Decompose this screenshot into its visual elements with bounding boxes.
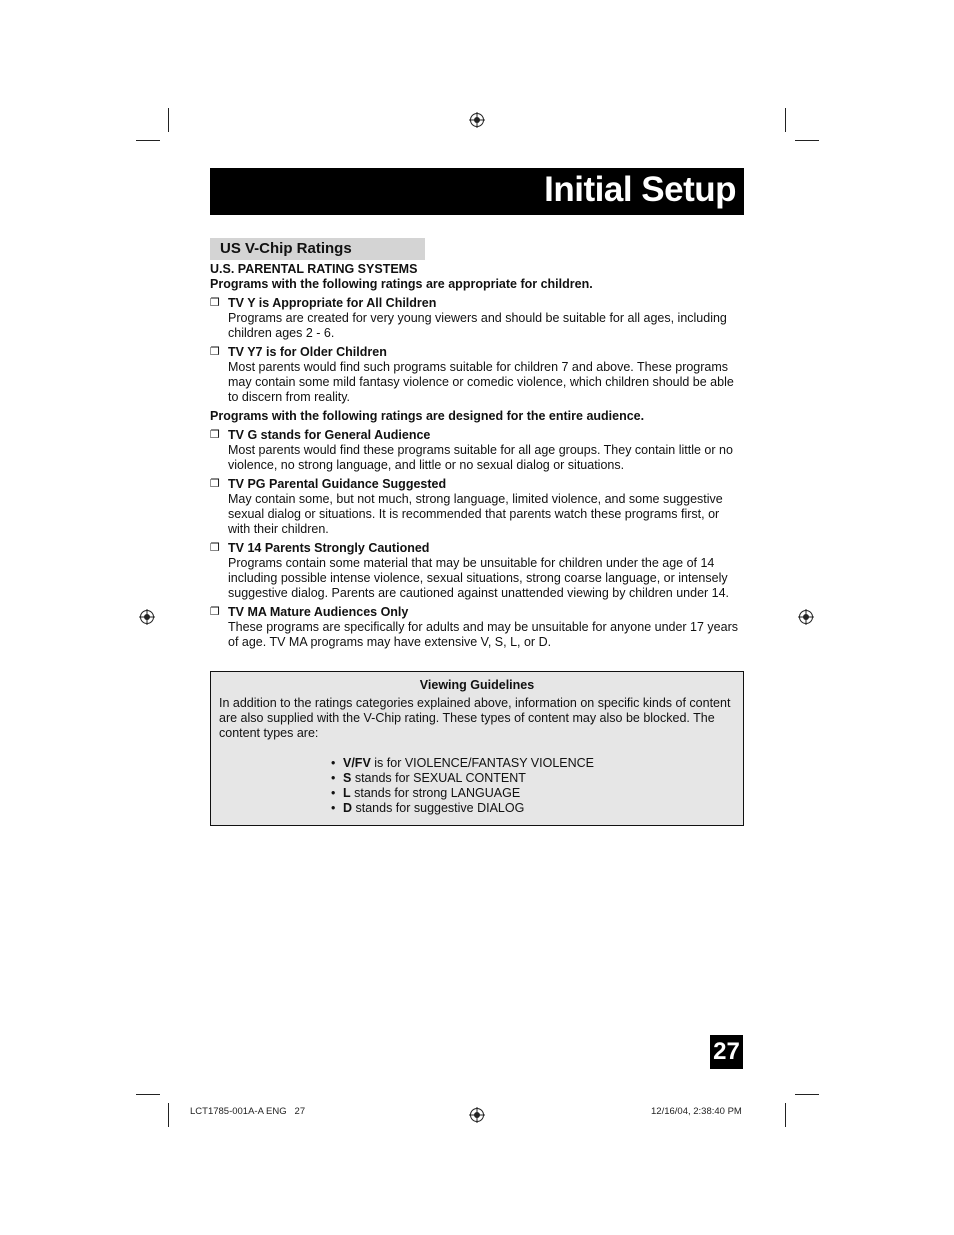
registration-mark-icon [469,1107,485,1123]
crop-mark [785,108,786,132]
rating-item-tv-14 [210,541,744,601]
content-code: L [343,786,351,800]
rating-description: Most parents would find such programs suitable for children 7 and above. These programs may contain some mild fantasy violence or comedic violence, which children should be able to discern from reality. [228,360,734,404]
viewing-guidelines-box [210,671,744,826]
rating-item-tv-y7 [210,345,744,405]
rating-description: These programs are specifically for adults and may be unsuitable for anyone under 17 years of age. TV MA programs may have extensive V, S, L, or D. [228,620,739,649]
crop-mark [136,1094,160,1095]
registration-mark-icon [469,112,485,128]
page-number: 27 [710,1035,743,1069]
content-desc: is for VIOLENCE/FANTASY VIOLENCE [370,756,595,770]
rating-content [210,262,744,650]
crop-mark [785,1103,786,1127]
content-desc: stands for strong LANGUAGE [350,786,521,800]
list-item [331,801,735,816]
section-heading: US V-Chip Ratings [210,238,425,260]
guidelines-title: Viewing Guidelines [419,678,535,692]
crop-mark [168,1103,169,1127]
crop-mark [795,1094,819,1095]
rating-item-tv-y [210,296,744,341]
rating-item-tv-g [210,428,744,473]
rating-title: TV Y is Appropriate for All Children [228,296,437,310]
rating-title: TV Y7 is for Older Children [228,345,387,359]
footer-right: 12/16/04, 2:38:40 PM [651,1106,742,1117]
rating-item-tv-ma [210,605,744,650]
checkbox-icon: ❐ [210,542,220,554]
registration-mark-icon [798,609,814,625]
list-item [331,771,735,786]
rating-title: TV MA Mature Audiences Only [228,605,409,619]
list-item [331,756,735,771]
crop-mark [795,140,819,141]
page-title: Initial Setup [544,170,736,209]
rating-title: TV 14 Parents Strongly Cautioned [228,541,430,555]
list-item [331,786,735,801]
rating-description: May contain some, but not much, strong language, limited violence, and some suggestive sexual dialog or situations. It is recommended that parents watch these programs first, or with their children. [228,492,723,536]
content-code: S [343,771,352,785]
checkbox-icon: ❐ [210,297,220,309]
content-code: V/FV [343,756,371,770]
rating-description: Programs contain some material that may be unsuitable for children under the age of 14 including possible intense violence, sexual situations, strong coarse language, or intensely suggestive dialog. Parents are cautioned against unattended viewing by children under 14. [228,556,730,600]
page-title-bar [210,168,744,215]
rating-title: TV PG Parental Guidance Suggested [228,477,447,491]
content-desc: stands for SEXUAL CONTENT [351,771,526,785]
footer-left: LCT1785-001A-A ENG 27 [190,1106,306,1117]
checkbox-icon: ❐ [210,478,220,490]
intro-all: Programs with the following ratings are designed for the entire audience. [210,409,645,423]
crop-mark [168,108,169,132]
registration-mark-icon [139,609,155,625]
checkbox-icon: ❐ [210,429,220,441]
crop-mark [136,140,160,141]
ratings-heading: U.S. PARENTAL RATING SYSTEMS [210,262,418,276]
checkbox-icon: ❐ [210,346,220,358]
rating-description: Programs are created for very young viewers and should be suitable for all ages, including children ages 2 - 6. [228,311,727,340]
guidelines-body: In addition to the ratings categories explained above, information on specific kinds of content are also supplied with the V-Chip rating. These types of content may also be blocked. The content types are: [219,696,731,740]
rating-item-tv-pg [210,477,744,537]
checkbox-icon: ❐ [210,606,220,618]
intro-children: Programs with the following ratings are appropriate for children. [210,277,593,291]
content-desc: stands for suggestive DIALOG [352,801,525,815]
rating-title: TV G stands for General Audience [228,428,431,442]
content-code: D [343,801,353,815]
rating-description: Most parents would find these programs suitable for all age groups. They contain little or no violence, no strong language, and little or no sexual dialog or situations. [228,443,733,472]
content-type-list [219,756,735,816]
